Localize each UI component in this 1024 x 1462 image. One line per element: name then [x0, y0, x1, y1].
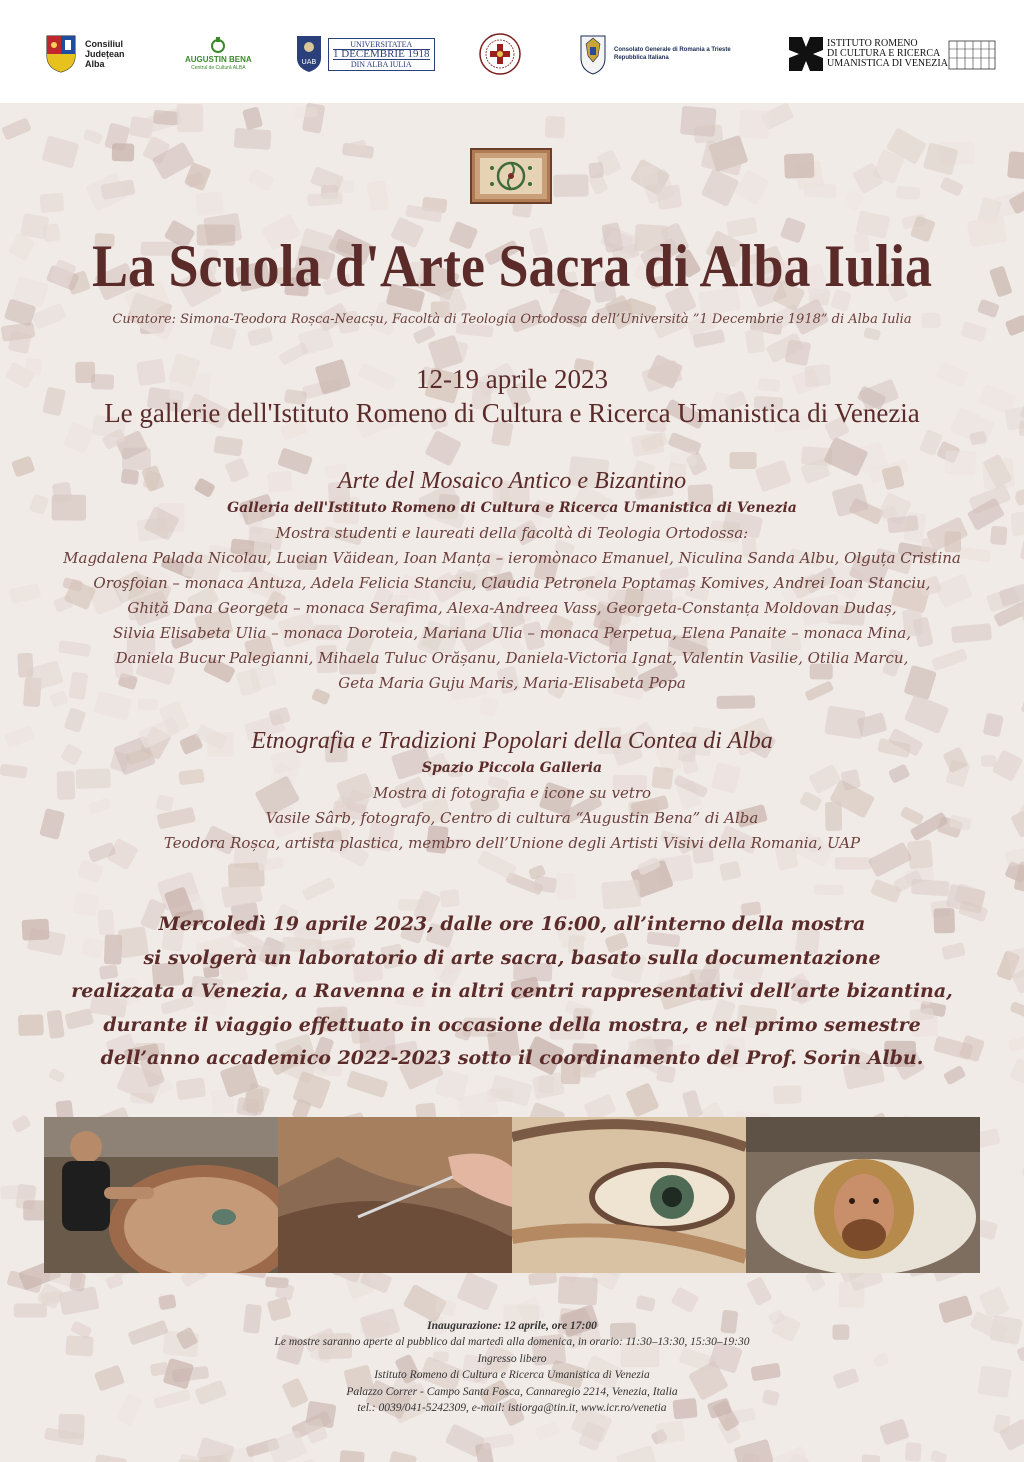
- mosaic-tile: [625, 1082, 659, 1117]
- mosaic-tile: [295, 107, 318, 117]
- mosaic-tile: [176, 1077, 207, 1100]
- mosaic-tile: [424, 430, 462, 467]
- mosaic-tile: [670, 1286, 699, 1313]
- mosaic-tile: [534, 1421, 560, 1441]
- footer-info: [0, 1318, 1024, 1416]
- mosaic-tile: [196, 1437, 235, 1462]
- mosaic-tile: [245, 1089, 264, 1113]
- mosaic-tile: [733, 1439, 773, 1462]
- irc-cross-icon: [789, 37, 823, 71]
- mosaic-section-gallery: Galleria dell'Istituto Romeno di Cultura e Ricerca Umanistica di Venezia: [227, 500, 797, 516]
- mosaic-tile: [905, 1442, 922, 1462]
- mosaic-exhibition-section: [0, 467, 1024, 696]
- mosaic-tile: [528, 1271, 557, 1286]
- uab-line-1: UNIVERSITATEA: [350, 39, 413, 49]
- mosaic-tile: [14, 1303, 47, 1317]
- mosaic-tile: [930, 1450, 948, 1462]
- photo-strip: [44, 1117, 980, 1273]
- mosaic-tile: [153, 110, 179, 126]
- christ-mosaic-image: [746, 1117, 980, 1273]
- etno-section-line: Mostra di fotografia e icone su vetro: [372, 784, 652, 802]
- uab-shield-icon: [296, 34, 322, 74]
- consolato-romania-trieste-logo: [578, 30, 731, 78]
- mosaic-tile: [247, 168, 274, 192]
- inauguration-line: Inaugurazione: 12 aprile, ore 17:00: [427, 1320, 597, 1332]
- ethnography-exhibition-section: [0, 727, 1024, 856]
- mosaic-tile: [301, 877, 335, 901]
- etno-section-line: Vasile Sârb, fotografo, Centro di cultura “Augustin Bena” di Alba: [265, 809, 759, 827]
- alba-coat-of-arms-icon: [45, 34, 77, 74]
- bena-logo-sub: Centrul de Cultură ALBA: [191, 65, 246, 71]
- mosaic-tile: [745, 329, 766, 354]
- mosaic-section-line: Ghiță Dana Georgeta – monaca Serafima, Alexa-Andreea Vass, Georgeta-Constanța Moldovan Dudaș,: [127, 599, 897, 617]
- mosaic-tile: [40, 193, 65, 213]
- alba-logo-line-3: Alba: [85, 59, 105, 69]
- mosaic-tile: [92, 1454, 127, 1462]
- mosaic-tile: [1007, 151, 1024, 180]
- mosaic-tile: [716, 695, 755, 709]
- mosaic-tile: [813, 884, 843, 895]
- bena-emblem-icon: [203, 37, 233, 55]
- mosaic-tile: [784, 153, 815, 179]
- mosaic-emblem-image: [470, 148, 552, 204]
- footer-line: tel.: 0039/041-5242309, e-mail: istiorga@tin.it, www.icr.ro/venetia: [357, 1402, 667, 1415]
- mosaic-tile: [556, 873, 576, 900]
- footer-line: Ingresso libero: [477, 1352, 547, 1365]
- uab-university-logo: [296, 30, 435, 78]
- alba-logo-line-2: Județean: [85, 49, 125, 59]
- mosaic-tile: [213, 436, 243, 457]
- mosaic-tile: [734, 169, 770, 206]
- mosaic-section-line: Oroşfoian – monaca Antuza, Adela Felicia Stanciu, Claudia Petronela Poptamaș Komives, Andrei Ioan Stanciu,: [93, 574, 931, 592]
- workshop-line: realizzata a Venezia, a Ravenna e in altri centri rappresentativi dell’arte bizantina,: [71, 980, 953, 1002]
- mosaic-tile: [298, 326, 334, 356]
- workshop-announcement: [0, 908, 1024, 1076]
- irc-line-1: ISTITUTO ROMENO: [827, 38, 918, 49]
- mosaic-tile: [989, 265, 1013, 297]
- mosaic-tile: [655, 1420, 686, 1445]
- mosaic-tile: [719, 861, 742, 882]
- mosaic-tile: [682, 1090, 703, 1119]
- istituto-romeno-venezia-logo: [789, 30, 996, 78]
- mosaic-tile: [1021, 692, 1024, 722]
- mosaic-tile: [601, 879, 641, 909]
- mosaic-tile: [83, 129, 104, 145]
- uab-line-3: DIN ALBA IULIA: [350, 59, 412, 69]
- mosaic-tile: [41, 135, 79, 168]
- mosaic-tile: [588, 162, 604, 179]
- mosaic-tile: [739, 110, 770, 139]
- mosaic-section-title: Arte del Mosaico Antico e Bizantino: [337, 468, 687, 494]
- exhibition-period: 12-19 aprile 2023: [416, 364, 608, 394]
- page-title: La Scuola d'Arte Sacra di Alba Iulia: [91, 233, 933, 299]
- mosaic-tile: [545, 116, 566, 139]
- tweezers-detail-image: [278, 1117, 512, 1273]
- mosaic-section-line: Geta Maria Guju Maris, Maria-Elisabeta Popa: [338, 674, 686, 692]
- mosaic-tile: [456, 1272, 498, 1311]
- mosaic-tile: [366, 180, 390, 212]
- uab-line-2: 1 DECEMBRIE 1918: [333, 47, 430, 60]
- mosaic-tile: [863, 327, 881, 341]
- romania-coat-of-arms-icon: [578, 32, 608, 76]
- consolato-line-2: Repubblica Italiana: [614, 55, 669, 61]
- photo-tweezers-detail: [278, 1117, 512, 1273]
- mosaic-tile: [939, 176, 964, 196]
- mosaic-tile: [694, 125, 724, 144]
- mosaic-tile: [1, 117, 32, 141]
- mosaic-tile: [242, 106, 263, 130]
- mosaic-tile: [482, 1433, 515, 1450]
- exhibition-dates: [0, 362, 1024, 430]
- mosaic-section-line: Daniela Bucur Palegianni, Mihaela Tuluc Orășanu, Daniela-Victoria Ignat, Valentin Vasilie, Otilia Marcu,: [115, 649, 909, 667]
- mosaic-tile: [635, 1295, 656, 1312]
- photo-artist-at-work: [44, 1117, 278, 1273]
- irc-line-3: UMANISTICA DI VENEZIA: [827, 58, 948, 69]
- mosaic-tile: [843, 189, 865, 211]
- mosaic-tile: [300, 1458, 318, 1462]
- alba-logo-line-1: Consiliul: [85, 39, 123, 49]
- eye-mosaic-image: [512, 1117, 746, 1273]
- mosaic-tile: [896, 186, 921, 200]
- mosaic-tile: [137, 699, 158, 710]
- footer-line: Istituto Romeno di Cultura e Ricerca Umanistica di Venezia: [374, 1369, 650, 1382]
- augustin-bena-logo: [185, 30, 252, 78]
- etno-section-gallery: Spazio Piccola Galleria: [421, 760, 603, 776]
- footer-line: Le mostre saranno aperte al pubblico dal martedì alla domenica, in orario: 11:30–13:30, 15:30–19:30: [274, 1336, 750, 1349]
- mosaic-emblem-icon: [472, 150, 550, 202]
- theology-faculty-seal: [478, 30, 522, 78]
- bena-logo-name: AUGUSTIN BENA: [185, 55, 252, 64]
- consiliul-judetean-alba-logo: [45, 30, 125, 78]
- etno-section-line: Teodora Roșca, artista plastica, membro dell’Unione degli Artisti Visivi della Romania, UAP: [163, 834, 861, 852]
- mosaic-tile: [558, 1276, 598, 1305]
- mosaic-tile: [861, 1454, 880, 1462]
- mosaic-tile: [69, 1272, 86, 1292]
- workshop-line: Mercoledì 19 aprile 2023, dalle ore 16:00, all’interno della mostra: [158, 913, 866, 935]
- mosaic-tile: [386, 1451, 418, 1462]
- mosaic-tile: [440, 889, 460, 907]
- mosaic-tile: [307, 192, 343, 207]
- curator-line: Curatore: Simona-Teodora Roșca-Neacșu, Facoltà di Teologia Ortodossa dell’Università ”1 Decembrie 1918” di Alba Iulia: [112, 312, 912, 327]
- mosaic-tile: [77, 859, 104, 884]
- consolato-line-1: Consolato Generale di Romania a Trieste: [614, 47, 731, 53]
- mosaic-tile: [0, 1185, 35, 1200]
- mosaic-tile: [209, 324, 237, 351]
- mosaic-tile: [221, 880, 263, 908]
- uab-mark-text: UAB: [301, 58, 317, 66]
- irc-line-2: DI CULTURA E RICERCA: [827, 48, 941, 59]
- mosaic-tile: [532, 1072, 566, 1100]
- mosaic-section-line: Mostra studenti e laureati della facoltà di Teologia Ortodossa:: [275, 524, 749, 542]
- photo-christ-mosaic: [746, 1117, 980, 1273]
- mosaic-tile: [275, 1282, 295, 1301]
- footer-line: Palazzo Correr - Campo Santa Fosca, Cannaregio 2214, Venezia, Italia: [346, 1385, 678, 1398]
- workshop-line: dell’anno accademico 2022-2023 sotto il coordinamento del Prof. Sorin Albu.: [100, 1047, 924, 1069]
- mosaic-tile: [656, 184, 682, 209]
- workshop-line: durante il viaggio effettuato in occasione della mostra, e nel primo semestre: [103, 1013, 921, 1036]
- mosaic-tile: [339, 1450, 365, 1462]
- mosaic-tile: [804, 183, 837, 199]
- workshop-line: si svolgerà un laboratorio di arte sacra, basato sulla documentazione: [143, 946, 881, 969]
- mosaic-tile: [616, 1445, 660, 1462]
- palazzo-correr-drawing-icon: [948, 37, 996, 71]
- exhibition-venue: Le gallerie dell'Istituto Romeno di Cultura e Ricerca Umanistica di Venezia: [104, 398, 920, 428]
- mosaic-tile: [773, 1085, 802, 1104]
- faculty-seal-icon: [478, 32, 522, 76]
- mosaic-tile: [835, 857, 872, 869]
- mosaic-section-line: Silvia Elisabeta Ulia – monaca Doroteia, Mariana Ulia – monaca Perpetua, Elena Panaite – monaca Mina,: [113, 624, 911, 642]
- logo-strip: [0, 0, 1024, 103]
- photo-eye-mosaic: [512, 1117, 746, 1273]
- mosaic-tile: [195, 191, 224, 216]
- mosaic-tile: [85, 172, 128, 212]
- mosaic-tile: [234, 128, 272, 150]
- artist-at-work-image: [44, 1117, 278, 1273]
- mosaic-tile: [479, 696, 499, 717]
- etno-section-title: Etnografia e Tradizioni Popolari della Contea di Alba: [251, 728, 773, 754]
- mosaic-tile: [177, 104, 204, 132]
- mosaic-tile: [11, 1114, 32, 1133]
- mosaic-tile: [879, 1418, 910, 1445]
- mosaic-section-line: Magdalena Palada Nicolau, Lucian Văidean, Ioan Manța – ieromònaco Emanuel, Niculina Sanda Albu, Olguța Cristina: [63, 549, 961, 567]
- mosaic-tile: [247, 326, 273, 346]
- mosaic-tile: [746, 1276, 773, 1306]
- mosaic-tile: [553, 174, 589, 197]
- mosaic-tile: [112, 143, 135, 161]
